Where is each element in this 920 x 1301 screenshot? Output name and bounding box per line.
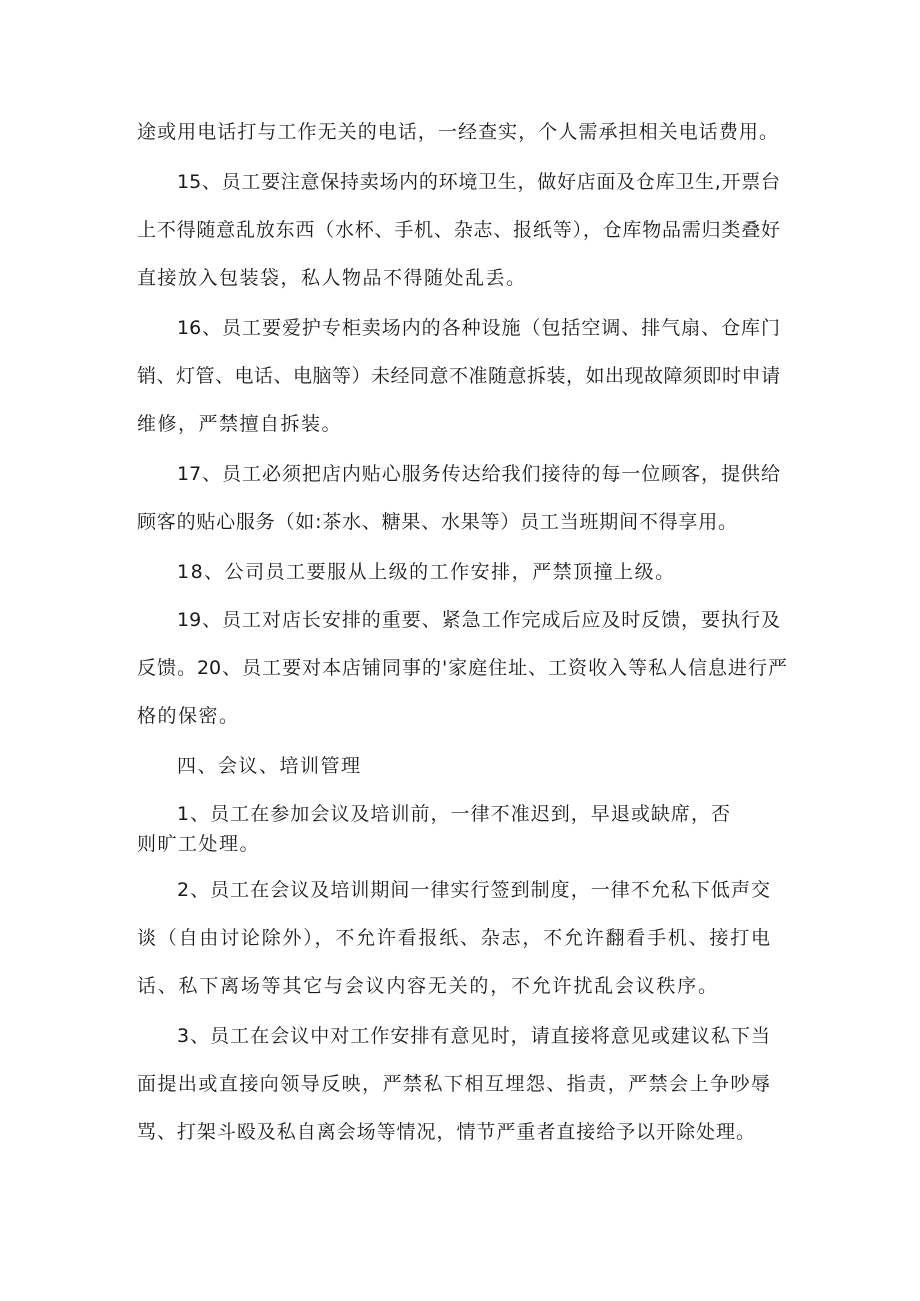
text-line: 则旷工处理。	[137, 833, 261, 855]
text-line: 谈（自由讨论除外），不允许看报纸、杂志，不允许翻看手机、接打电	[137, 927, 770, 949]
text-line: 反馈。20、员工要对本店铺同事的'家庭住址、工资收入等私人信息进行严	[137, 657, 787, 679]
text-line: 16、员工要爱护专柜卖场内的各种设施（包括空调、排气扇、仓库门	[177, 317, 780, 339]
text-line: 18、公司员工要服从上级的工作安排，严禁顶撞上级。	[177, 561, 676, 583]
text-line: 维修，严禁擅自拆装。	[137, 413, 343, 435]
text-line: 直接放入包装袋，私人物品不得随处乱丢。	[137, 267, 527, 289]
text-line: 途或用电话打与工作无关的电话，一经查实，个人需承担相关电话费用。	[137, 121, 778, 143]
text-line: 3、员工在会议中对工作安排有意见时，请直接将意见或建议私下当	[177, 1025, 770, 1047]
section-heading: 四、会议、培训管理	[177, 755, 362, 777]
text-line: 销、灯管、电话、电脑等）未经同意不准随意拆装，如出现故障须即时申请	[137, 365, 780, 387]
text-line: 话、私下离场等其它与会议内容无关的，不允许扰乱会议秩序。	[137, 975, 717, 997]
text-line: 2、员工在会议及培训期间一律实行签到制度，一律不允私下低声交	[177, 879, 770, 901]
text-line: 1、员工在参加会议及培训前，一律不准迟到，早退或缺席，否	[177, 803, 730, 825]
text-line: 面提出或直接向领导反映，严禁私下相互埋怨、指责，严禁会上争吵辱	[137, 1073, 770, 1095]
text-line: 15、员工要注意保持卖场内的环境卫生，做好店面及仓库卫生,开票台	[177, 171, 780, 193]
text-line: 骂、打架斗殴及私自离会场等情况，情节严重者直接给予以开除处理。	[137, 1121, 755, 1143]
text-line: 19、员工对店长安排的重要、紧急工作完成后应及时反馈，要执行及	[177, 609, 780, 631]
text-line: 格的保密。	[137, 705, 240, 727]
text-line: 顾客的贴心服务（如:茶水、糖果、水果等）员工当班期间不得享用。	[137, 511, 737, 533]
text-line: 上不得随意乱放东西（水杯、手机、杂志、报纸等），仓库物品需归类叠好	[137, 219, 780, 241]
text-line: 17、员工必须把店内贴心服务传达给我们接待的每一位顾客，提供给	[177, 463, 780, 485]
